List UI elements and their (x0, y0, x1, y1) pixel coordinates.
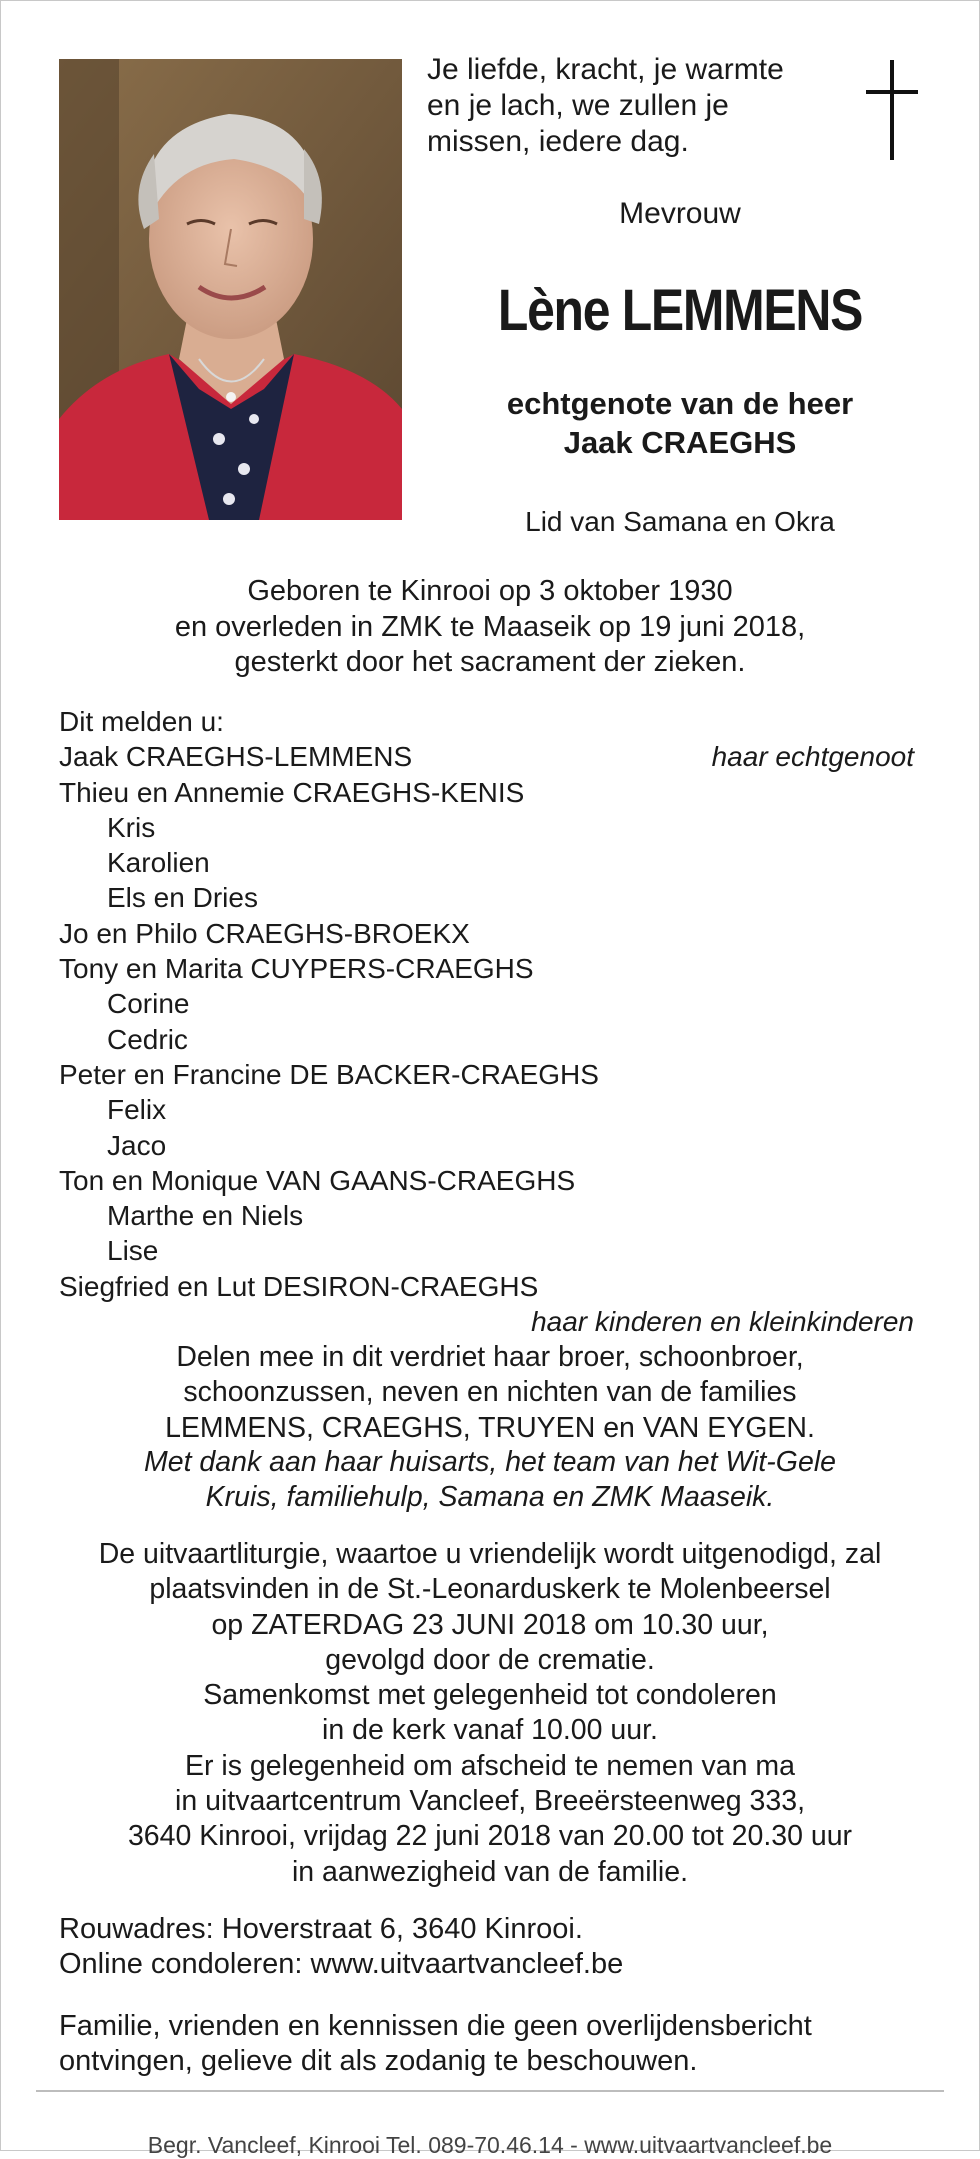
family-name: Siegfried en Lut DESIRON-CRAEGHS (59, 1270, 539, 1302)
mourning-address: Rouwadres: Hoverstraat 6, 3640 Kinrooi. (59, 1913, 583, 1945)
online-condolence: Online condoleren: www.uitvaartvancleef.be (59, 1948, 624, 1980)
relatives-notice (40, 1340, 940, 1446)
deceased-name: Lène LEMMENS (497, 278, 863, 343)
grandchild: Kris (107, 811, 156, 843)
relatives-line: schoonzussen, neven en nichten van de families (183, 1376, 797, 1409)
mourners-list (59, 704, 914, 1339)
funeral-line: gevolgd door de crematie. (325, 1643, 655, 1676)
poem-verse (427, 52, 847, 160)
sacrament-line: gesterkt door het sacrament der zieken. (234, 646, 746, 678)
grandchild: Lise (107, 1235, 159, 1267)
family-name: Ton en Monique VAN GAANS-CRAEGHS (59, 1164, 576, 1196)
footer-credit: Begr. Vancleef, Kinrooi Tel. 089-70.46.14 - www.uitvaartvancleef.be (147, 2132, 833, 2158)
spouse-line: echtgenote van de heer (506, 386, 854, 421)
grandchild: Marthe en Niels (107, 1200, 304, 1232)
grandchild: Felix (107, 1094, 167, 1126)
family-name: Peter en Francine DE BACKER-CRAEGHS (59, 1058, 599, 1090)
thanks-line: Kruis, familiehulp, Samana en ZMK Maaseik. (205, 1481, 775, 1514)
birth-line: Geboren te Kinrooi op 3 oktober 1930 (247, 575, 733, 607)
grandchild: Els en Dries (107, 882, 258, 914)
grandchild: Corine (107, 988, 190, 1020)
family-name: Tony en Marita CUYPERS-CRAEGHS (59, 953, 534, 985)
spouse-row (59, 739, 914, 774)
footer-divider (36, 2090, 944, 2092)
funeral-line: op ZATERDAG 23 JUNI 2018 om 10.30 uur, (211, 1608, 769, 1641)
portrait-photo (59, 59, 402, 520)
funeral-line: 3640 Kinrooi, vrijdag 22 juni 2018 van 20.00 tot 20.30 uur (127, 1820, 853, 1853)
children-role: haar kinderen en kleinkinderen (531, 1306, 914, 1338)
thanks-line: Met dank aan haar huisarts, het team van het Wit-Gele (143, 1446, 836, 1478)
family-notice-line: Familie, vrienden en kennissen die geen overlijdensbericht (59, 2010, 812, 2042)
funeral-line: in uitvaartcentrum Vancleef, Breeërsteenweg 333, (175, 1785, 805, 1818)
cross-icon (866, 60, 918, 160)
poem-line: missen, iedere dag. (427, 125, 689, 158)
spouse-name: Jaak CRAEGHS-LEMMENS (59, 741, 413, 773)
grandchild: Cedric (107, 1023, 188, 1055)
spouse-info (420, 384, 940, 462)
funeral-details (40, 1537, 940, 1890)
contact-info (59, 1912, 939, 1982)
relatives-line: LEMMENS, CRAEGHS, TRUYEN en VAN EYGEN. (165, 1411, 815, 1444)
membership: Lid van Samana en Okra (525, 506, 835, 537)
family-notice-line: ontvingen, gelieve dit als zodanig te beschouwen. (59, 2045, 698, 2077)
grandchild: Jaco (107, 1129, 167, 1161)
funeral-line: in de kerk vanaf 10.00 uur. (322, 1714, 658, 1747)
poem-line: Je liefde, kracht, je warmte (427, 53, 784, 86)
grandchild: Karolien (107, 847, 210, 879)
poem-line: en je lach, we zullen je (427, 89, 729, 122)
death-line: en overleden in ZMK te Maaseik op 19 juni 2018, (174, 610, 806, 643)
family-notice (59, 2009, 939, 2079)
family-name: Thieu en Annemie CRAEGHS-KENIS (59, 776, 525, 808)
mourners-intro: Dit melden u: (59, 706, 224, 737)
thanks-notice (40, 1445, 940, 1516)
salutation: Mevrouw (619, 197, 741, 230)
spouse-role: haar echtgenoot (711, 741, 914, 773)
relatives-line: Delen mee in dit verdriet haar broer, schoonbroer, (176, 1341, 804, 1373)
family-name: Jo en Philo CRAEGHS-BROEKX (59, 917, 470, 949)
funeral-line: Samenkomst met gelegenheid tot condoleren (203, 1679, 777, 1712)
birth-death-info (0, 574, 980, 681)
funeral-line: in aanwezigheid van de familie. (291, 1855, 689, 1888)
funeral-line: De uitvaartliturgie, waartoe u vriendelijk wordt uitgenodigd, zal (98, 1538, 882, 1570)
funeral-line: plaatsvinden in de St.-Leonarduskerk te Molenbeersel (149, 1573, 831, 1606)
spouse-line: Jaak CRAEGHS (563, 425, 797, 460)
funeral-line: Er is gelegenheid om afscheid te nemen van ma (185, 1749, 795, 1782)
